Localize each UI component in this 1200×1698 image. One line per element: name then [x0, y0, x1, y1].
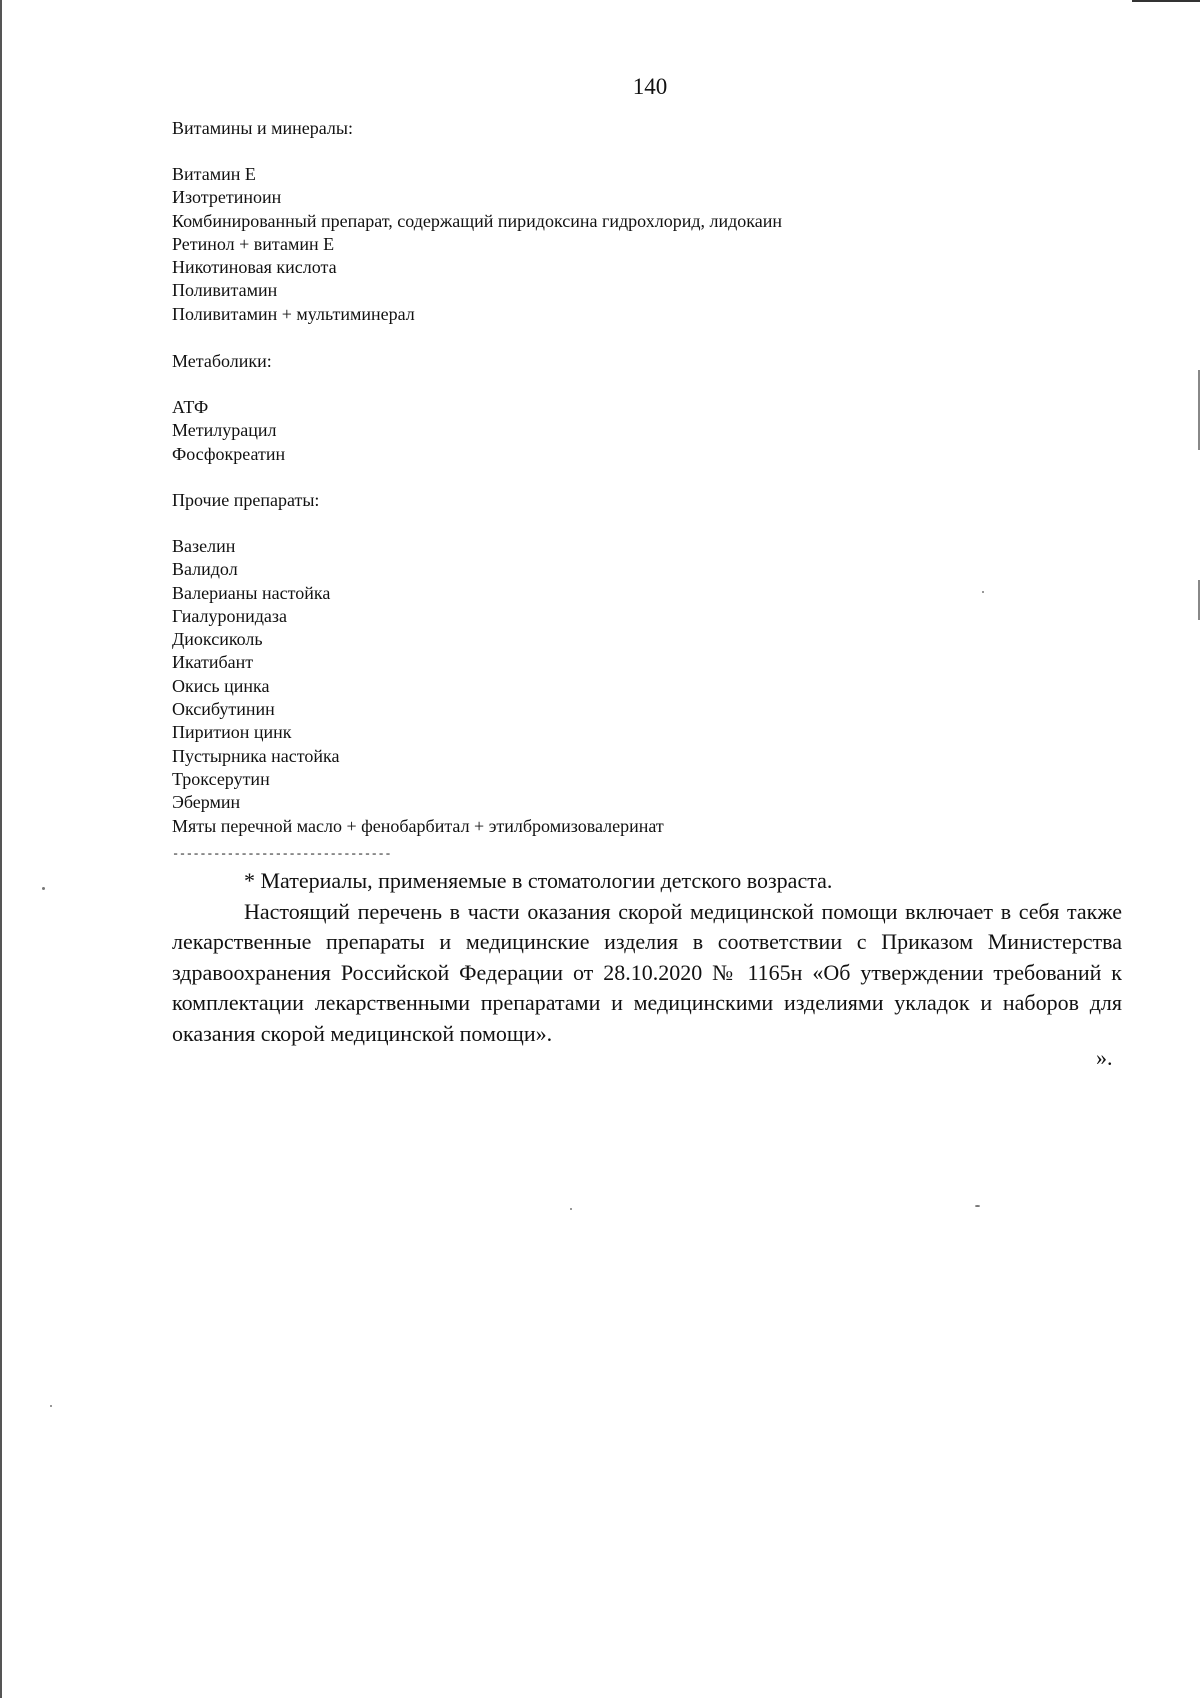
- list-item: Окись цинка: [172, 675, 270, 696]
- list-item: АТФ: [172, 397, 209, 417]
- section-metabolics: [172, 349, 285, 466]
- scan-speck: [50, 1405, 52, 1407]
- list-item: Диоксиколь: [172, 629, 263, 650]
- list-item: Никотиновая кислота: [172, 257, 337, 278]
- footnote: * Материалы, применяемые в стоматологии детского возраста.: [244, 868, 833, 893]
- scan-speck: [982, 591, 984, 593]
- list-item: Фосфокреатин: [172, 443, 286, 464]
- list-item: Витамин Е: [172, 164, 256, 184]
- list-item: Валидол: [172, 559, 238, 580]
- list-item: Вазелин: [172, 536, 236, 556]
- drug-list: [172, 396, 285, 466]
- section-heading: Витамины и минералы:: [172, 118, 353, 138]
- section-heading: Метаболики:: [172, 351, 272, 371]
- drug-list: [172, 163, 782, 326]
- list-item: Мяты перечной масло + фенобарбитал + этилбромизовалеринат: [172, 815, 664, 836]
- list-item: Пиритион цинк: [172, 722, 292, 743]
- drug-list: [172, 535, 664, 838]
- footnote-block: [172, 866, 1122, 1049]
- list-item: Поливитамин: [172, 280, 278, 301]
- list-item: Ретинол + витамин Е: [172, 233, 335, 254]
- scan-margin-mark: [1132, 0, 1200, 2]
- scan-speck: [570, 1208, 572, 1210]
- section-other-drugs: [172, 488, 664, 838]
- list-item: Троксерутин: [172, 768, 270, 789]
- section-heading: Прочие препараты:: [172, 490, 320, 510]
- list-item: Пустырника настойка: [172, 745, 340, 766]
- footnote-separator: --------------------------------: [172, 847, 392, 861]
- list-item: Валерианы настойка: [172, 582, 331, 603]
- list-item: Гиалуронидаза: [172, 605, 287, 626]
- list-item: Икатибант: [172, 652, 254, 673]
- list-item: Комбинированный препарат, содержащий пиридоксина гидрохлорид, лидокаин: [172, 210, 783, 231]
- list-item: Поливитамин + мультиминерал: [172, 303, 415, 324]
- section-vitamins-minerals: [172, 116, 782, 326]
- scan-margin-mark: [0, 0, 2, 1698]
- list-item: Метилурацил: [172, 420, 277, 441]
- list-item: Изотретиноин: [172, 187, 282, 208]
- scan-speck: [975, 1205, 980, 1207]
- closing-quote: ».: [1096, 1045, 1113, 1070]
- list-item: Оксибутинин: [172, 699, 275, 720]
- page-number: 140: [632, 74, 668, 99]
- scan-speck: [42, 887, 45, 890]
- list-item: Эбермин: [172, 792, 241, 813]
- closing-paragraph: Настоящий перечень в части оказания скорой медицинской помощи включает в себя также лекарственные препараты и медицинские изделия в соответствии с Приказом Министерства здравоохранения Российской Федерации от 28.10.2020 № 1165н «Об утверждении требований к комплектации лекарственными препаратами и медицинскими изделиями укладок и наборов для оказания скорой медицинской помощи».: [172, 898, 1122, 1046]
